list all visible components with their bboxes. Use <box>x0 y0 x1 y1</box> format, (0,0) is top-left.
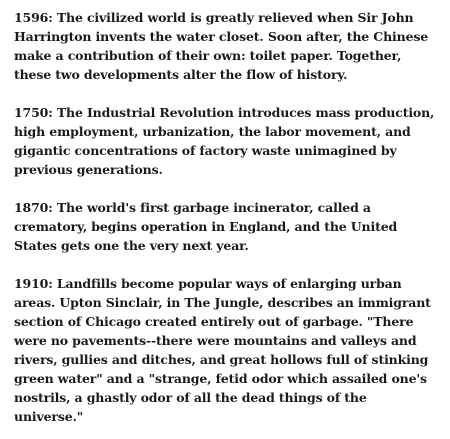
entry-text-line: 1750: The Industrial Revolution introduces mass production, <box>14 105 435 120</box>
timeline-document <box>14 8 446 426</box>
entry-text-line: 1870: The world's first garbage incinerator, called a <box>14 200 371 215</box>
timeline-entry-1870 <box>14 198 446 255</box>
entry-text-line: green water" and a "strange, fetid odor which assailed one's <box>14 371 427 386</box>
entry-text-line: Harrington invents the water closet. Soon after, the Chinese <box>14 29 429 44</box>
timeline-entry-1910 <box>14 274 446 426</box>
entry-text-line: States gets one the very next year. <box>14 238 249 253</box>
entry-text-line: rivers, gullies and ditches, and great hollows full of stinking <box>14 352 429 367</box>
entry-text-line: areas. Upton Sinclair, in The Jungle, describes an immigrant <box>14 295 431 310</box>
timeline-entry-1596 <box>14 8 446 84</box>
entry-text-line: crematory, begins operation in England, and the United <box>14 219 398 234</box>
entry-text-line: were no pavements--there were mountains and valleys and <box>14 333 417 348</box>
entry-text-line: section of Chicago created entirely out of garbage. "There <box>14 314 414 329</box>
timeline-entry-1750 <box>14 103 446 179</box>
entry-text-line: previous generations. <box>14 162 163 177</box>
entry-text-line: universe." <box>14 409 84 424</box>
entry-text-line: nostrils, a ghastly odor of all the dead things of the <box>14 390 367 405</box>
entry-text-line: 1596: The civilized world is greatly relieved when Sir John <box>14 10 414 25</box>
entry-text-line: these two developments alter the flow of history. <box>14 67 348 82</box>
entry-text-line: make a contribution of their own: toilet paper. Together, <box>14 48 402 63</box>
entry-text-line: gigantic concentrations of factory waste unimagined by <box>14 143 397 158</box>
entry-text-line: 1910: Landfills become popular ways of enlarging urban <box>14 276 402 291</box>
entry-text-line: high employment, urbanization, the labor movement, and <box>14 124 411 139</box>
